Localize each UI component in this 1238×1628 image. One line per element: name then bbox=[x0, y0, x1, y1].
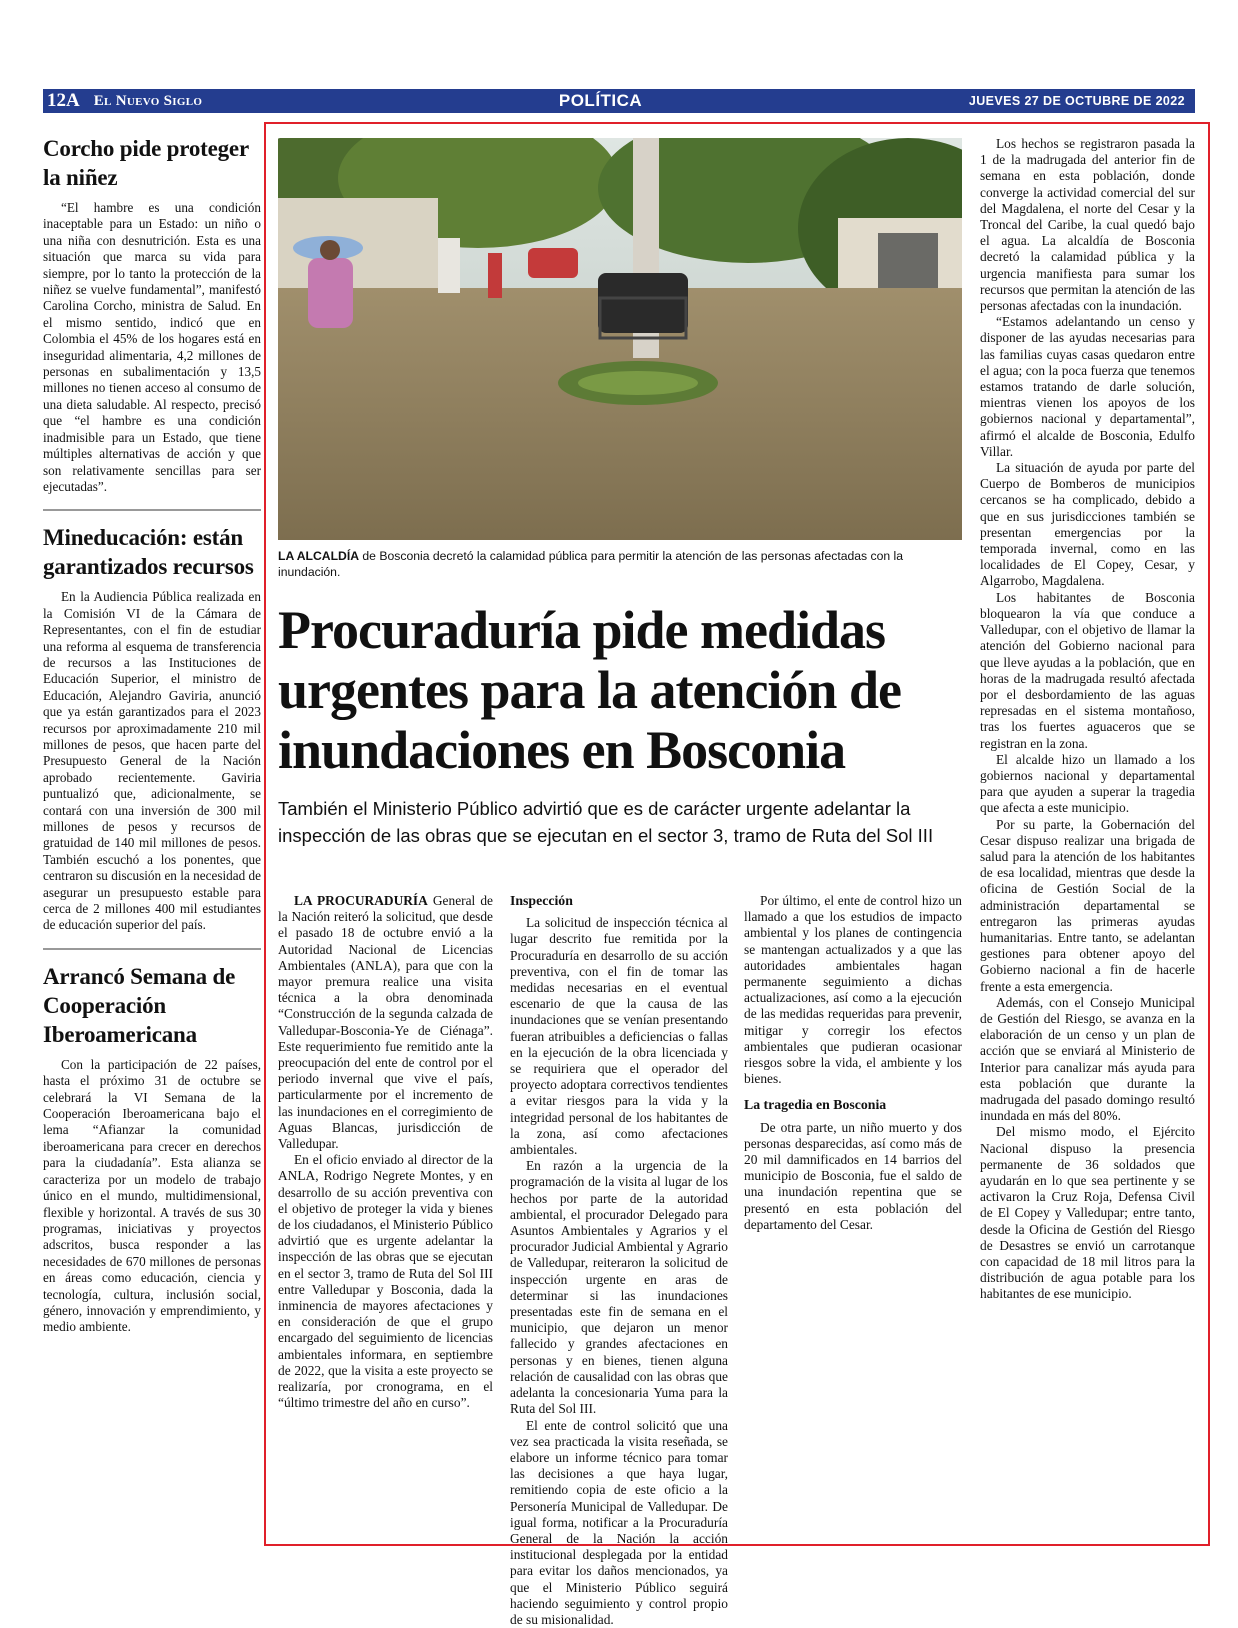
issue-date: JUEVES 27 DE OCTUBRE DE 2022 bbox=[969, 94, 1195, 108]
lead-word: LA PROCURADURÍA bbox=[294, 893, 428, 908]
article-paragraph: La solicitud de inspección técnica al lugar descrito fue remitida por la Procuraduría en desarrollo de su acción preventiva, con el fin de tomar las medidas necesarias en el eventual escenario de que la causa de las inundaciones que se venían presentando fueran atribuibles a deficiencias o fallas en la ejecución de la obra licenciada y se requiriera que el operador del proyecto adoptara correctivos tendientes a evitar riesgos para la vida y la integridad personal de los habitantes de la zona, así como afectaciones ambientales. bbox=[510, 915, 728, 1158]
brief-cooperacion bbox=[43, 948, 261, 1336]
article-headline: Procuraduría pide medidas urgentes para la atención de inundaciones en Bosconia bbox=[278, 600, 962, 780]
page-number: 12A bbox=[47, 90, 80, 112]
article-subhead: También el Ministerio Público advirtió que es de carácter urgente adelantar la inspección de las obras que se ejecutan en el sector 3, tramo de Ruta del Sol III bbox=[278, 795, 962, 849]
article-paragraph: La situación de ayuda por parte del Cuerpo de Bomberos de municipios cercanos se ha complicado, debido a que en sus jurisdicciones también se presentan emergencias por la temporada invernal, como en las localidades de El Copey, Cesar, y Algarrobo, Magdalena. bbox=[980, 460, 1195, 590]
article-column-1 bbox=[278, 893, 493, 1412]
page-header bbox=[43, 89, 1195, 113]
article-column-3 bbox=[744, 893, 962, 1233]
photo-caption bbox=[278, 548, 962, 580]
header-left bbox=[43, 90, 202, 112]
article-paragraph: Los hechos se registraron pasada la 1 de la madrugada del anterior fin de semana en esta población, donde converge la actividad comercial del sur del Magdalena, el norte del Cesar y la Troncal del Caribe, la cual quedó bajo el agua. La alcaldía de Bosconia decretó la calamidad pública y la urgencia manifiesta para sumar los recursos que permitan la atención de las personas afectadas con la inundación. bbox=[980, 136, 1195, 314]
article-paragraph: En razón a la urgencia de la programación de la visita al lugar de los hechos por parte de la autoridad ambiental, el procurador Delegado para Asuntos Ambientales y Agrarios y el procurador Judicial Ambiental y Agrario de Valledupar, reiteraron la solicitud de inspección urgente en aras de determinar si las inundaciones presentadas este fin de semana en el municipio, que dejaron un menor fallecido y grandes afectaciones en personas y en bienes, tienen alguna relación de causalidad con las obras que adelanta la concesionaria Yuma para la Ruta del Sol III. bbox=[510, 1158, 728, 1417]
brief-body: Con la participación de 22 países, hasta el próximo 31 de octubre se celebrará la VI Semana de la Cooperación Iberoamericana bajo el lema “Afianzar la comunidad iberoamericana para crecer en derechos para la ciudadanía”. Esta alianza se caracteriza por un modelo de trabajo único en el mundo, multidimensional, flexible y horizontal. A través de sus 30 programas, iniciativas y proyectos adscritos, busca responder a las necesidades de 670 millones de personas en áreas como educación, ciencia y tecnología, cultura, inclusión social, género, innovación y emprendimiento, y medio ambiente. bbox=[43, 1057, 261, 1336]
newspaper-name: El Nuevo Siglo bbox=[94, 93, 203, 110]
article-column-2 bbox=[510, 893, 728, 1628]
brief-mineducacion bbox=[43, 509, 261, 934]
article-paragraph: El alcalde hizo un llamado a los gobiernos nacional y departamental para que ayuden a superar la tragedia que afecta a este municipio. bbox=[980, 752, 1195, 817]
brief-body: En la Audiencia Pública realizada en la Comisión VI de la Cámara de Representantes, con el fin de estudiar una reforma al esquema de transferencia de recursos a las Instituciones de Educación Superior, el ministro de Educación, Alejandro Gaviria, anunció que ya están garantizados para el 2023 recursos por aproximadamente 210 mil millones de pesos, que hacen parte del Presupuesto General de la Nación aprobado recientemente. Gaviria puntualizó que, adicionalmente, se contará con una inversión de 300 mil millones de pesos y recursos de gratuidad de 140 mil millones de pesos. También escuchó a los ponentes, que centraron su discusión en la necesidad de asegurar un presupuesto estable para cerca de 2 millones 400 mil estudiantes de educación superior del país. bbox=[43, 589, 261, 934]
article-paragraph: En el oficio enviado al director de la ANLA, Rodrigo Negrete Montes, y en desarrollo de su acción preventiva con el objetivo de proteger la vida y bienes de los ciudadanos, el Ministerio Público advirtió que es urgente adelantar la inspección de las obras que se ejecutan en el sector 3, tramo de Ruta del Sol III entre Valledupar y Bosconia, dada la inminencia de mayores afectaciones y en consideración de que el grupo encargado del seguimiento de licencias ambientales informara, en septiembre de 2022, que la visita a este proyecto se realizaría, por cronograma, en el “último trimestre del año en curso”. bbox=[278, 1152, 493, 1411]
article-paragraph: Del mismo modo, el Ejército Nacional dispuso la presencia permanente de 36 soldados que ayudarán en lo que sea pertinente y se activaron la Cruz Roja, Defensa Civil de El Copey y Valledupar; entre tanto, desde la Oficina de Gestión del Riesgo de Desastres se envió un carrotanque con capacidad de 18 mil litros para la distribución de agua potable para los habitantes de ese municipio. bbox=[980, 1124, 1195, 1302]
article-paragraph: Los habitantes de Bosconia bloquearon la vía que conduce a Valledupar, con el objetivo de llamar la atención del Gobierno nacional para que lleve ayudas a la población, que en horas de la madrugada resultó afectada por el desbordamiento de las aguas represadas en el sistema montañoso, tras los fuertes aguaceros que se registran en la zona. bbox=[980, 590, 1195, 752]
caption-lead: LA ALCALDÍA bbox=[278, 549, 359, 563]
flood-street-image bbox=[278, 138, 962, 540]
article-column-4 bbox=[980, 136, 1195, 1303]
article-paragraph: LA PROCURADURÍA General de la Nación reiteró la solicitud, que desde el pasado 18 de octubre envió a la Autoridad Nacional de Licencias Ambientales (ANLA), para que con la mayor premura realice una visita técnica a la obra denominada “Construcción de la segunda calzada de Valledupar-Bosconia-Ye de Ciénaga”. Este requerimiento fue remitido ante la preocupación del ente de control por el periodo invernal que vive el país, particularmente por el incremento de las inundaciones en el corregimiento de Aguas Blancas, jurisdicción de Valledupar. bbox=[278, 893, 493, 1152]
caption-text: de Bosconia decretó la calamidad pública para permitir la atención de las personas afectadas con la inundación. bbox=[278, 549, 903, 579]
article-paragraph: Por su parte, la Gobernación del Cesar dispuso realizar una brigada de salud para la atención de los habitantes de esa localidad, mientras que desde la oficina de Gestión Social de la administración departamental se entregaron las primeras ayudas humanitarias. Entre tanto, se adelantan gestiones para obtener apoyo del Gobierno nacional a fin de hacerle frente a esta emergencia. bbox=[980, 817, 1195, 995]
brief-title: Corcho pide proteger la niñez bbox=[43, 134, 261, 192]
brief-corcho bbox=[43, 134, 261, 495]
article-paragraph: Además, con el Consejo Municipal de Gestión del Riesgo, se avanza en la elaboración de un censo y un plan de acción que se enviará al Ministerio de Interior para canalizar más ayuda para esta población que durante la madrugada del pasado domingo resultó inundada en más del 80%. bbox=[980, 995, 1195, 1125]
briefs-column bbox=[43, 134, 261, 1336]
article-paragraph: “Estamos adelantando un censo y disponer de las ayudas necesarias para las familias cuyas casas quedaron entre el agua; con la poca fuerza que tenemos estamos tratando de darle solución, mientras vienen los apoyos de los gobiernos nacional y departamental”, afirmó el alcalde de Bosconia, Edulfo Villar. bbox=[980, 314, 1195, 460]
section-name: POLÍTICA bbox=[559, 91, 642, 111]
brief-body: “El hambre es una condición inaceptable para un Estado: un niño o una niña con desnutrición. Esta es una situación que marca su vida para siempre, por lo tanto la protección de la niñez se vuelve fundamental”, manifestó Carolina Corcho, ministra de Salud. En el mismo sentido, indicó que en Colombia el 45% de los hogares está en inseguridad alimentaria, 4,2 millones de personas en subalimentación y 13,5 millones no tienen acceso al consumo de una dieta saludable. Al respecto, precisó que “el hambre es una condición inadmisible para un Estado, que tiene múltiples alternativas de acción y que son relativamente sencillas para ser ejecutadas”. bbox=[43, 200, 261, 495]
flood-photo bbox=[278, 138, 962, 540]
article-paragraph: De otra parte, un niño muerto y dos personas desparecidas, así como más de 20 mil damnificados en 14 barrios del municipio de Bosconia, fue el saldo de una inundación repentina que se presentó en esta población del departamento del Cesar. bbox=[744, 1120, 962, 1233]
subheading-inspeccion: Inspección bbox=[510, 893, 728, 909]
subheading-tragedia: La tragedia en Bosconia bbox=[744, 1097, 962, 1113]
brief-title: Mineducación: están garantizados recursos bbox=[43, 523, 261, 581]
article-paragraph: Por último, el ente de control hizo un llamado a que los estudios de impacto ambiental y los planes de contingencia se mantengan actualizados y a que las autoridades ambientales hagan permanente seguimiento a dichas actualizaciones, así como a la ejecución de las medidas requeridas para prevenir, mitigar y corregir los efectos ambientales que pudieran ocasionar riesgos sobre la vida, el ambiente y los bienes. bbox=[744, 893, 962, 1087]
divider bbox=[43, 948, 261, 950]
divider bbox=[43, 509, 261, 511]
article-paragraph: El ente de control solicitó que una vez sea practicada la visita reseñada, se elabore un informe técnico para tomar las decisiones a que haya lugar, remitiendo copia de este oficio a la Personería Municipal de Valledupar. De igual forma, notificar a la Procuraduría General de la Nación la acción institucional desplegada por la entidad para evitar los daños mencionados, ya que el Ministerio Público seguirá haciendo seguimiento y control propio de su misionalidad. bbox=[510, 1418, 728, 1628]
brief-title: Arrancó Semana de Cooperación Iberoamericana bbox=[43, 962, 261, 1049]
